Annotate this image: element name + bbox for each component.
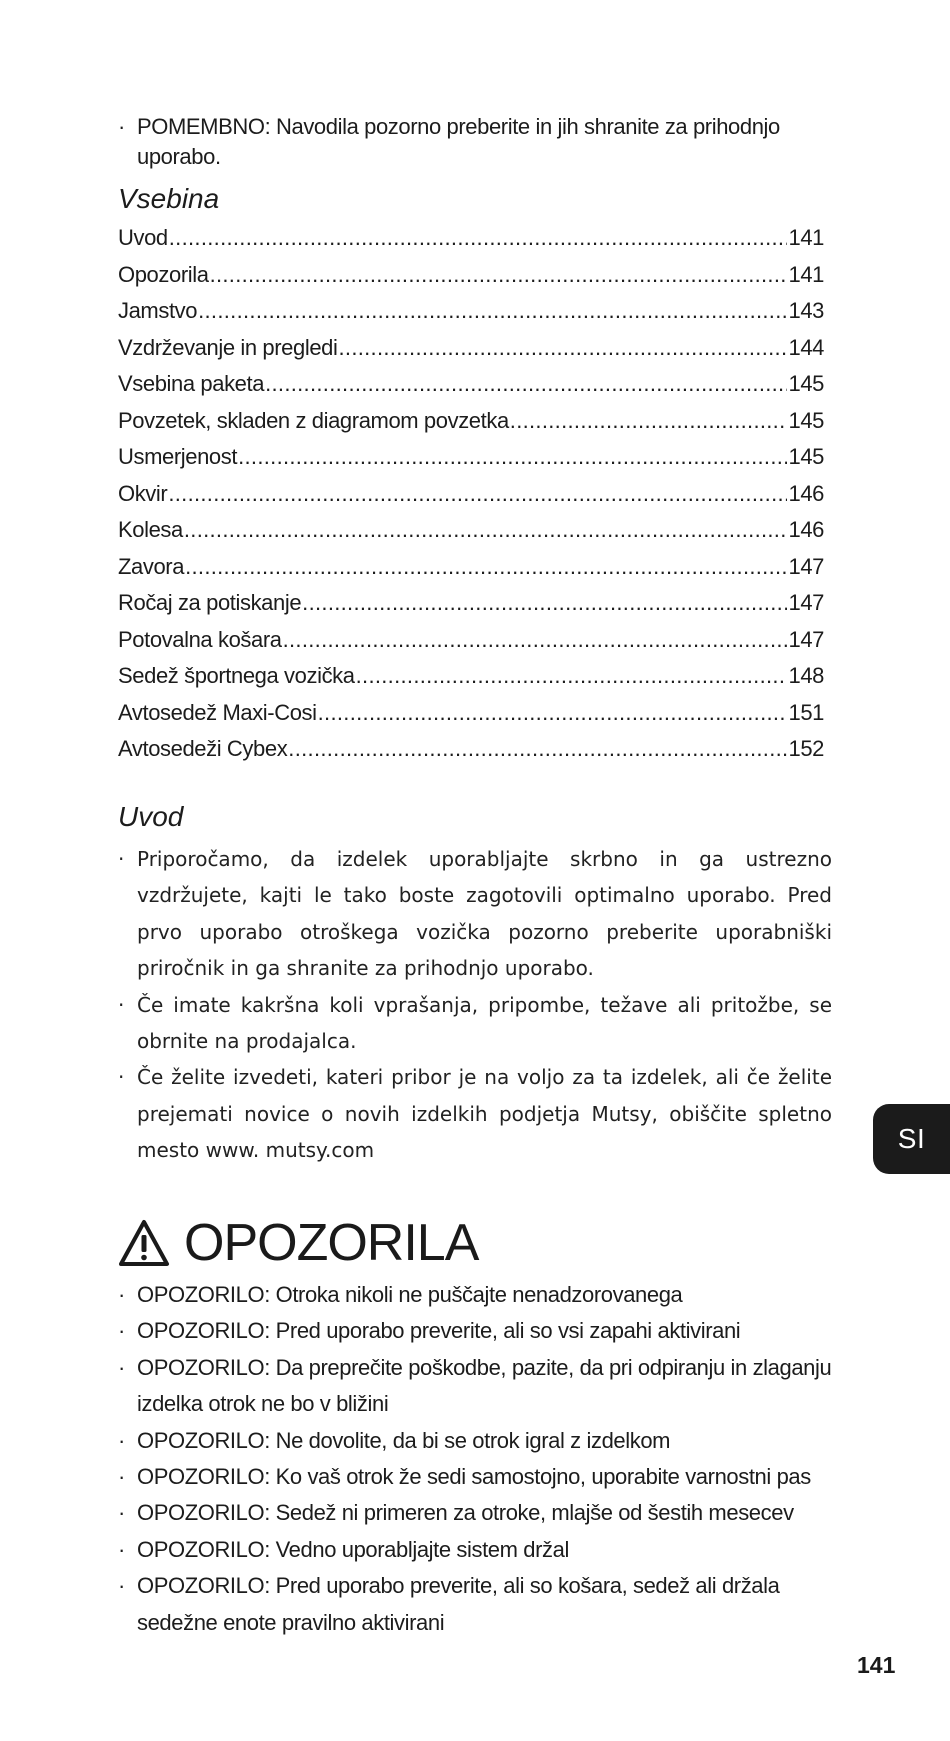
toc-entry-page: 148 — [788, 663, 824, 688]
toc-entry-page: 145 — [788, 407, 824, 433]
toc-entry — [118, 622, 824, 659]
toc-title: Vsebina — [118, 183, 220, 214]
toc-entry-page: 147 — [788, 553, 824, 579]
toc-entry-label: Vsebina paketa — [118, 371, 265, 396]
toc-leader-dots — [288, 731, 787, 768]
warning-item-text: OPOZORILO: Vedno uporabljajte sistem držal — [137, 1536, 569, 1562]
bullet-dot: · — [118, 114, 125, 139]
toc-leader-dots — [185, 549, 787, 586]
toc-entry-page: 146 — [788, 517, 824, 542]
warning-item-text: OPOZORILO: Otroka nikoli ne puščajte nenadzorovanega — [137, 1282, 683, 1307]
toc-leader-dots — [318, 695, 788, 732]
warning-item-text: OPOZORILO: Da preprečite poškodbe, pazite, da pri odpiranju in zlaganju izdelka otrok ne bo v bližini — [137, 1354, 832, 1417]
warning-item-text: OPOZORILO: Pred uporabo preverite, ali so košara, sedež ali držala sedežne enote pravilno aktivirani — [137, 1573, 780, 1635]
uvod-list — [118, 841, 832, 1169]
warning-item — [118, 1350, 838, 1423]
toc-leader-dots — [184, 512, 788, 549]
toc-leader-dots — [198, 293, 787, 330]
uvod-item — [118, 1059, 832, 1168]
toc-entry-page: 147 — [788, 626, 824, 652]
toc-entry-label: Uvod — [118, 225, 168, 250]
page-number: 141 — [857, 1652, 896, 1678]
bullet-dot: · — [118, 1318, 125, 1344]
toc-entry-label: Povzetek, skladen z diagramom povzetka — [118, 407, 509, 433]
toc-leader-dots — [283, 622, 788, 659]
toc-leader-dots — [168, 476, 787, 513]
toc-entry-page: 144 — [788, 334, 824, 360]
toc-entry-label: Jamstvo — [118, 298, 198, 323]
toc-entry-page: 141 — [788, 261, 824, 287]
uvod-item — [118, 987, 832, 1060]
warning-item — [118, 1568, 838, 1641]
uvod-item-text: Priporočamo, da izdelek uporabljajte skrbno in ga ustrezno vzdržujete, kajti le tako boste zagotovili optimalno uporabo. Pred prvo uporabo otroškega vozička pozorno preberite uporabniški priročnik in ga shranite za prihodnjo uporabo. — [137, 847, 832, 981]
toc-leader-dots — [339, 330, 788, 367]
bullet-dot: · — [118, 1573, 125, 1599]
toc-entry-label: Kolesa — [118, 517, 183, 542]
toc-entry — [118, 257, 824, 294]
toc-entry-page: 152 — [788, 736, 824, 761]
toc-entry-label: Vzdrževanje in pregledi — [118, 334, 338, 360]
toc-entry-label: Potovalna košara — [118, 626, 282, 652]
bullet-dot: · — [118, 1427, 125, 1453]
warning-item — [118, 1313, 838, 1349]
toc-entry — [118, 403, 824, 440]
toc-entry — [118, 330, 824, 367]
bullet-dot: · — [118, 847, 125, 871]
warnings-heading — [118, 1213, 478, 1273]
warnings-title: OPOZORILA — [184, 1214, 479, 1272]
toc-leader-dots — [238, 439, 787, 476]
toc-leader-dots — [302, 585, 787, 622]
toc-entry — [118, 366, 824, 403]
toc-entry-page: 151 — [788, 699, 824, 725]
intro-note — [118, 112, 838, 172]
toc-leader-dots — [169, 220, 788, 257]
warning-item-text: OPOZORILO: Ne dovolite, da bi se otrok igral z izdelkom — [137, 1427, 671, 1453]
toc-entry — [118, 695, 824, 732]
warning-item-text: OPOZORILO: Ko vaš otrok že sedi samostojno, uporabite varnostni pas — [137, 1464, 811, 1490]
warning-item-text: OPOZORILO: Sedež ni primeren za otroke, mlajše od šestih mesecev — [137, 1500, 794, 1526]
toc-entry-page: 146 — [788, 480, 824, 506]
uvod-item-text: Če želite izvedeti, kateri pribor je na voljo za ta izdelek, ali če želite prejemati novice o novih izdelkih podjetja Mutsy, obiščite spletno mesto www. mutsy.com — [137, 1065, 832, 1163]
toc-entry — [118, 585, 824, 622]
warning-item — [118, 1277, 838, 1313]
bullet-dot: · — [118, 992, 125, 1017]
bullet-dot: · — [118, 1282, 125, 1307]
toc-entry — [118, 476, 824, 513]
toc-entry — [118, 512, 824, 549]
bullet-dot: · — [118, 1500, 125, 1526]
warning-triangle-icon — [118, 1218, 170, 1268]
bullet-dot: · — [118, 1354, 125, 1380]
bullet-dot: · — [118, 1065, 125, 1090]
toc-entry-label: Opozorila — [118, 261, 209, 287]
toc-leader-dots — [210, 257, 788, 294]
toc-entry — [118, 293, 824, 330]
warning-item — [118, 1532, 838, 1568]
toc-entry-page: 145 — [788, 444, 824, 469]
toc-entry-label: Zavora — [118, 553, 185, 579]
toc-entry — [118, 220, 824, 257]
toc-leader-dots — [356, 658, 788, 695]
toc-entry-label: Okvir — [118, 480, 168, 506]
toc-entry-label: Ročaj za potiskanje — [118, 590, 302, 615]
toc-entry-page: 145 — [788, 371, 824, 396]
warnings-list — [118, 1277, 838, 1641]
warning-item — [118, 1423, 838, 1459]
uvod-title: Uvod — [118, 801, 184, 832]
intro-note-text: POMEMBNO: Navodila pozorno preberite in jih shranite za prihodnjo uporabo. — [137, 114, 780, 169]
toc-entry — [118, 549, 824, 586]
toc-entry-page: 143 — [788, 298, 824, 323]
bullet-dot: · — [118, 1464, 125, 1490]
uvod-item — [118, 841, 832, 987]
warning-item — [118, 1495, 838, 1531]
warning-item — [118, 1459, 838, 1495]
toc-entry-page: 141 — [788, 225, 824, 250]
toc-entry — [118, 658, 824, 695]
toc-entry-label: Usmerjenost — [118, 444, 238, 469]
toc-entry-label: Avtosedeži Cybex — [118, 736, 288, 761]
toc-entry-label: Avtosedež Maxi-Cosi — [118, 699, 317, 725]
toc-entry — [118, 439, 824, 476]
toc-entry — [118, 731, 824, 768]
bullet-dot: · — [118, 1536, 125, 1562]
toc-leader-dots — [265, 366, 787, 403]
language-tab: SI — [873, 1104, 950, 1174]
toc-entry-page: 147 — [788, 590, 824, 615]
toc-entry-label: Sedež športnega vozička — [118, 663, 355, 688]
uvod-item-text: Če imate kakršna koli vprašanja, pripombe, težave ali pritožbe, se obrnite na prodajalca. — [137, 992, 832, 1054]
warning-item-text: OPOZORILO: Pred uporabo preverite, ali so vsi zapahi aktivirani — [137, 1318, 741, 1344]
table-of-contents — [118, 220, 824, 768]
toc-leader-dots — [510, 403, 788, 440]
